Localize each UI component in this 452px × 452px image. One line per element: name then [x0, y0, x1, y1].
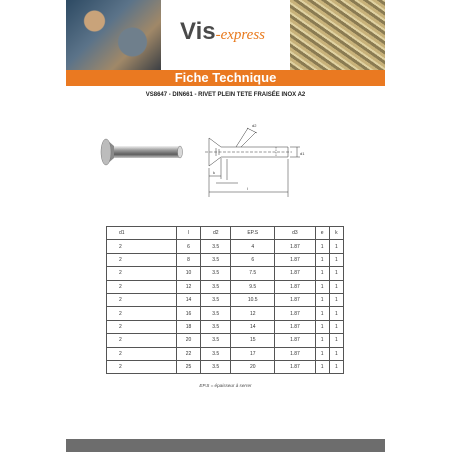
- table-cell: 2: [107, 334, 177, 347]
- screws-photo: [290, 0, 385, 70]
- table-cell: 3.5: [201, 307, 231, 320]
- col-header-eps: EP.S: [231, 227, 275, 240]
- table-cell: 1.87: [275, 347, 315, 360]
- table-cell: 3.5: [201, 347, 231, 360]
- table-cell: 6: [231, 253, 275, 266]
- col-header-d3: d3: [275, 227, 315, 240]
- table-cell: 12: [176, 280, 201, 293]
- rivet-illustration: [101, 139, 183, 165]
- table-cell: 1.87: [275, 267, 315, 280]
- technical-sheet: [66, 0, 385, 452]
- table-row: [107, 267, 344, 280]
- table-cell: 1: [329, 347, 343, 360]
- table-row: [107, 360, 344, 373]
- table-cell: 1: [315, 334, 329, 347]
- table-row: [107, 293, 344, 306]
- brand-main-text: Vis: [180, 18, 216, 45]
- table-row: [107, 320, 344, 333]
- table-cell: 3.5: [201, 267, 231, 280]
- col-header-k: k: [329, 227, 343, 240]
- table-cell: 17: [231, 347, 275, 360]
- table-cell: 3.5: [201, 334, 231, 347]
- table-row: [107, 240, 344, 253]
- brand-suffix-text: -express: [215, 27, 266, 43]
- table-cell: 14: [231, 320, 275, 333]
- table-cell: 16: [176, 307, 201, 320]
- col-header-e: e: [315, 227, 329, 240]
- table-cell: 1: [315, 320, 329, 333]
- table-cell: 1.87: [275, 320, 315, 333]
- d1-label: d1: [300, 151, 305, 156]
- table-cell: 1.87: [275, 240, 315, 253]
- table-row: [107, 307, 344, 320]
- brand-logo: [180, 18, 280, 52]
- table-cell: 1: [315, 307, 329, 320]
- col-header-d2: d2: [201, 227, 231, 240]
- banner-title: Fiche Technique: [66, 70, 385, 86]
- table-cell: 1: [329, 253, 343, 266]
- col-header-l: l: [176, 227, 201, 240]
- table-cell: 1: [315, 293, 329, 306]
- eps-footnote: EP.S = épaisseur à serrer: [199, 383, 252, 388]
- table-cell: 1: [329, 267, 343, 280]
- table-cell: 1.87: [275, 280, 315, 293]
- table-cell: 9.5: [231, 280, 275, 293]
- table-cell: 2: [107, 240, 177, 253]
- table-cell: 1: [329, 334, 343, 347]
- table-cell: 20: [231, 360, 275, 373]
- table-cell: 2: [107, 280, 177, 293]
- table-cell: 20: [176, 334, 201, 347]
- rivet-technical-drawing: [205, 128, 300, 197]
- table-cell: 3.5: [201, 320, 231, 333]
- table-cell: 1.87: [275, 293, 315, 306]
- table-cell: 12: [231, 307, 275, 320]
- table-cell: 1: [315, 240, 329, 253]
- table-cell: 22: [176, 347, 201, 360]
- table-row: [107, 334, 344, 347]
- table-cell: 2: [107, 360, 177, 373]
- k-label: k: [213, 170, 215, 175]
- table-cell: 1: [315, 347, 329, 360]
- rivet-diagram: [66, 112, 385, 212]
- table-cell: 10: [176, 267, 201, 280]
- table-cell: 1.87: [275, 334, 315, 347]
- product-subtitle: VS8647 - DIN661 - RIVET PLEIN TETE FRAISÉE INOX A2: [145, 92, 306, 98]
- table-cell: 3.5: [201, 253, 231, 266]
- table-cell: 2: [107, 293, 177, 306]
- dimensions-table: [106, 226, 344, 374]
- col-header-d1: d1: [107, 227, 177, 240]
- table-cell: 1.87: [275, 307, 315, 320]
- table-cell: 1.87: [275, 253, 315, 266]
- tools-photo: [66, 0, 161, 70]
- table-row: [107, 280, 344, 293]
- table-row: [107, 253, 344, 266]
- table-cell: 2: [107, 307, 177, 320]
- footer-bar: [66, 439, 385, 452]
- table-cell: 2: [107, 267, 177, 280]
- table-cell: 1: [329, 307, 343, 320]
- table-cell: 2: [107, 253, 177, 266]
- table-cell: 1: [329, 240, 343, 253]
- table-cell: 1: [315, 253, 329, 266]
- table-cell: 1: [315, 280, 329, 293]
- table-cell: 3.5: [201, 360, 231, 373]
- table-cell: 18: [176, 320, 201, 333]
- l-label: l: [247, 186, 248, 191]
- table-cell: 15: [231, 334, 275, 347]
- table-cell: 25: [176, 360, 201, 373]
- table-cell: 7.5: [231, 267, 275, 280]
- table-cell: 4: [231, 240, 275, 253]
- table-cell: 3.5: [201, 293, 231, 306]
- table-cell: 1: [329, 360, 343, 373]
- table-cell: 1: [315, 360, 329, 373]
- table-cell: 1.87: [275, 360, 315, 373]
- table-cell: 1: [329, 293, 343, 306]
- header-banner: [66, 0, 385, 70]
- table-cell: 14: [176, 293, 201, 306]
- table-cell: 1: [315, 267, 329, 280]
- table-cell: 8: [176, 253, 201, 266]
- d2-label: d2: [252, 123, 257, 128]
- table-cell: 1: [329, 320, 343, 333]
- table-cell: 1: [329, 280, 343, 293]
- table-cell: 3.5: [201, 280, 231, 293]
- table-cell: 3.5: [201, 240, 231, 253]
- table-cell: 10.5: [231, 293, 275, 306]
- table-cell: 6: [176, 240, 201, 253]
- table-header-row: [107, 227, 344, 240]
- table-row: [107, 347, 344, 360]
- table-cell: 2: [107, 320, 177, 333]
- table-cell: 2: [107, 347, 177, 360]
